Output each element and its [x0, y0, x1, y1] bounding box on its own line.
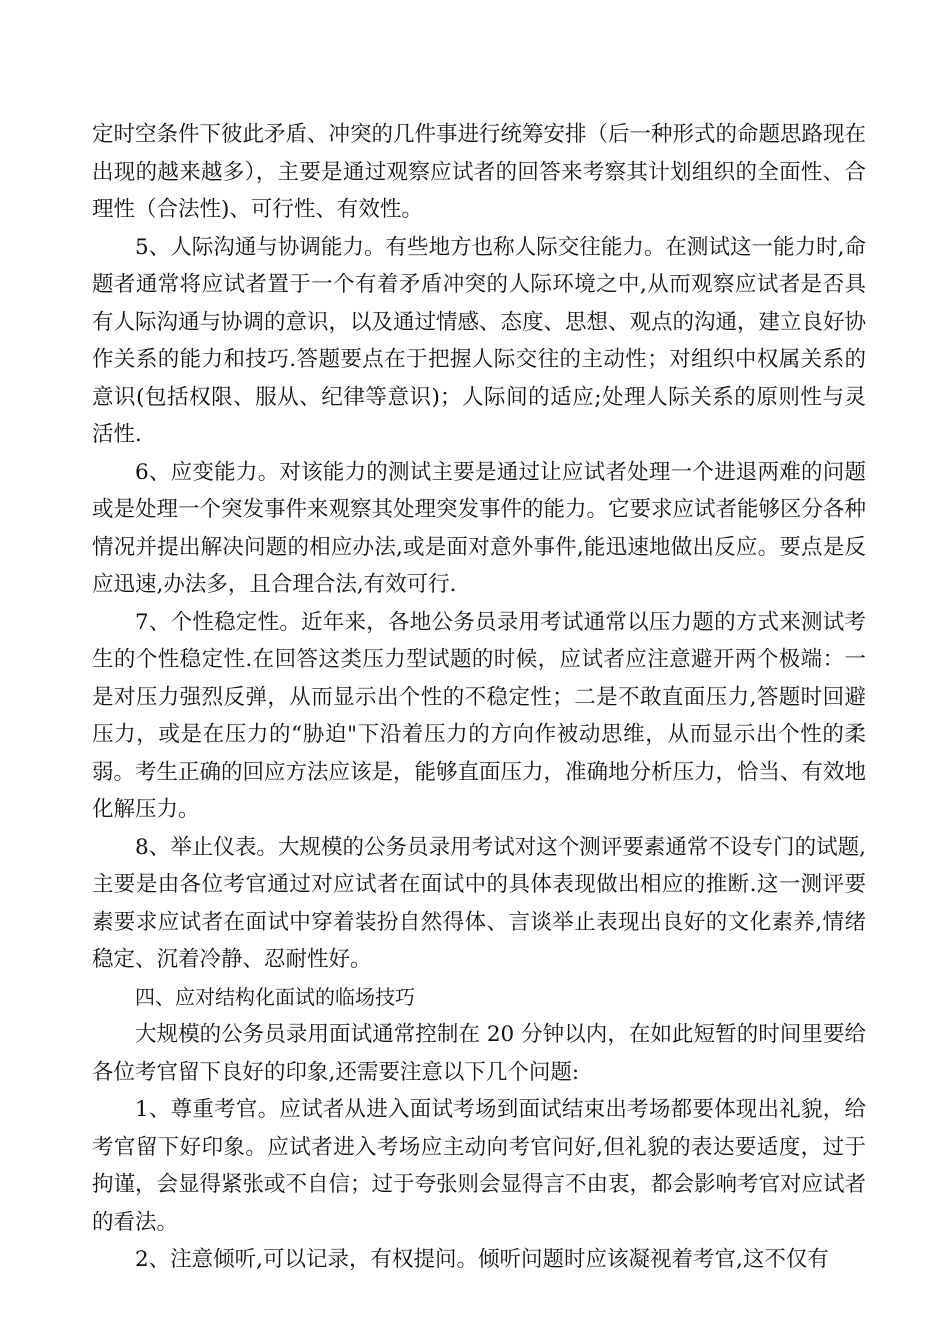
paragraph-lead: 7、个性稳定性。 — [135, 609, 302, 635]
paragraph-text: 近年来，各地公务员录用考试通常以压力题的方式来测试考生的个性稳定性.在回答这类压力型试题的时候，应试者应注意避开两个极端：一是对压力强烈反弹，从而显示出个性的不稳定性；二是不敢直面压力,答题时回避压力，或是在压力的“胁迫"下沿着压力的方向作被动思维，从而显示出个性的柔弱。考生正确的回应方法应该是，能够直面压力，准确地分析压力，恰当、有效地化解压力。 — [92, 609, 867, 822]
paragraph-lead: 6、应变能力。 — [135, 459, 280, 485]
paragraph-listening — [92, 1241, 866, 1279]
section-heading-text: 四、应对结构化面试的临场技巧 — [135, 984, 415, 1009]
paragraph-text: 大规模的公务员录用面试通常控制在 20 分钟以内，在如此短暂的时间里要给各位考官留下良好的印象,还需要注意以下几个问题: — [92, 1022, 866, 1085]
document-page — [92, 116, 866, 1279]
paragraph-lead: 2、注意倾听,可以记录，有权提问。 — [135, 1247, 479, 1272]
paragraph-continuation — [92, 116, 866, 229]
paragraph-text: 应试者从进入面试考场到面试结束出考场都要体现出礼貌，给考官留下好印象。应试者进入考场应主动向考官问好,但礼貌的表达要适度，过于拘谨，会显得紧张或不自信；过于夸张则会显得言不由衷，都会影响考官对应试者的看法。 — [92, 1097, 867, 1235]
section-heading — [92, 979, 866, 1017]
paragraph-lead: 8、举止仪表。 — [135, 834, 278, 860]
paragraph-interpersonal-communication — [92, 229, 866, 454]
paragraph-text: 有些地方也称人际交往能力。在测试这一能力时,命题者通常将应试者置于一个有着矛盾冲突的人际环境之中,从而观察应试者是否具有人际沟通与协调的意识，以及通过情感、态度、思想、观点的沟通，建立良好协作关系的能力和技巧.答题要点在于把握人际交往的主动性；对组织中权属关系的意识(包括权限、服从、纪律等意识)；人际间的适应;处理人际关系的原则性与灵活性. — [92, 234, 867, 447]
paragraph-text: 定时空条件下彼此矛盾、冲突的几件事进行统筹安排（后一种形式的命题思路现在出现的越来越多），主要是通过观察应试者的回答来考察其计划组织的全面性、合理性（合法性)、可行性、有效性。 — [92, 122, 867, 222]
paragraph-personality-stability — [92, 604, 866, 829]
paragraph-demeanor — [92, 829, 866, 979]
paragraph-intro — [92, 1016, 866, 1091]
paragraph-lead: 5、人际沟通与协调能力。 — [135, 234, 386, 260]
paragraph-text: 倾听问题时应该凝视着考官,这不仅有 — [478, 1247, 829, 1272]
paragraph-respect-examiners — [92, 1091, 866, 1241]
paragraph-lead: 1、尊重考官。 — [135, 1097, 280, 1122]
paragraph-text: 对该能力的测试主要是通过让应试者处理一个进退两难的问题或是处理一个突发事件来观察其处理突发事件的能力。它要求应试者能够区分各种情况并提出解决问题的相应办法,或是面对意外事件,能迅速地做出反应。要点是反应迅速,办法多，且合理合法,有效可行. — [92, 459, 867, 597]
paragraph-text: 大规模的公务员录用考试对这个测评要素通常不设专门的试题,主要是由各位考官通过对应试者在面试中的具体表现做出相应的推断.这一测评要素要求应试者在面试中穿着装扮自然得体、言谈举止表现出良好的文化素养,情绪稳定、沉着冷静、忍耐性好。 — [92, 834, 866, 972]
paragraph-adaptability — [92, 454, 866, 604]
